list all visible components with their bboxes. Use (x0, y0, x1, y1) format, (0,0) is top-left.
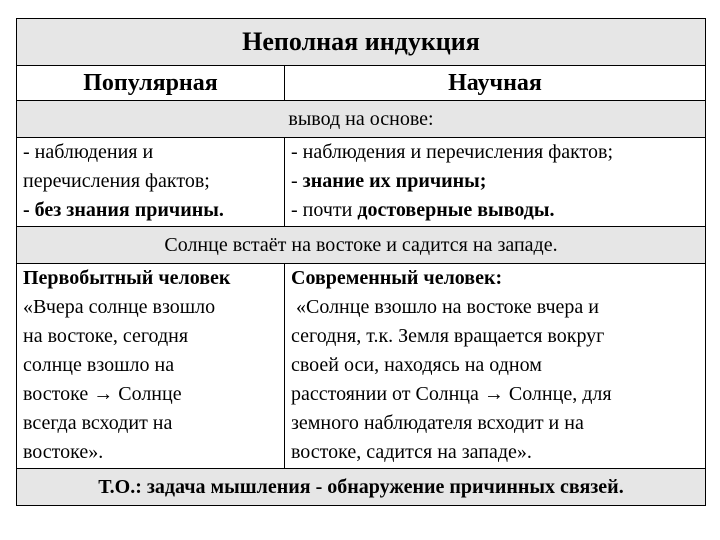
left-basis-cell (17, 138, 285, 227)
left-example-heading: Первобытный человек (23, 267, 231, 289)
left-basis-line-3: - без знания причины. (23, 199, 224, 221)
right-basis-line-3-prefix: - почти (291, 199, 358, 221)
right-basis-line-2 (291, 167, 699, 196)
left-example-line-5: всегда всходит на (23, 412, 173, 434)
right-example-cell (285, 264, 706, 469)
left-example-line-1: «Вчера солнце взошло (23, 296, 216, 318)
table-title: Неполная индукция (17, 19, 706, 66)
induction-table (16, 18, 706, 506)
basis-row: вывод на основе: (17, 101, 706, 138)
left-basis-line-1: - наблюдения и (23, 141, 154, 163)
right-example-line-2: сегодня, т.к. Земля вращается вокруг (291, 325, 605, 347)
left-example-line-3: солнце взошло на (23, 354, 175, 376)
right-basis-line-2-bold: знание их причины; (302, 170, 487, 192)
left-example-cell (17, 264, 285, 469)
right-basis-line-1 (291, 138, 699, 167)
right-example-line-4: расстоянии от Солнца → Солнце, для (291, 383, 612, 405)
right-basis-line-3-bold: достоверные выводы. (357, 199, 555, 221)
conclusion-row: Т.О.: задача мышления - обнаружение причинных связей. (17, 469, 706, 506)
right-basis-line-3 (291, 196, 699, 225)
example-row: Солнце встаёт на востоке и садится на западе. (17, 227, 706, 264)
right-basis-line-1-text: - наблюдения и перечисления фактов; (291, 141, 614, 163)
right-example-line-5: земного наблюдателя всходит и на (291, 412, 584, 434)
right-example-line-6: востоке, садится на западе». (291, 441, 532, 463)
left-example-line-4: востоке → Солнце (23, 383, 182, 405)
header-scientific: Научная (285, 66, 706, 101)
right-basis-cell (285, 138, 706, 227)
right-basis-line-2-prefix: - (291, 170, 303, 192)
right-example-heading: Современный человек: (291, 267, 503, 289)
left-example-line-6: востоке». (23, 441, 104, 463)
left-basis-line-2: перечисления фактов; (23, 170, 210, 192)
right-example-line-3: своей оси, находясь на одном (291, 354, 542, 376)
left-example-line-2: на востоке, сегодня (23, 325, 189, 347)
header-popular: Популярная (17, 66, 285, 101)
right-example-line-1: «Солнце взошло на востоке вчера и (291, 296, 599, 318)
